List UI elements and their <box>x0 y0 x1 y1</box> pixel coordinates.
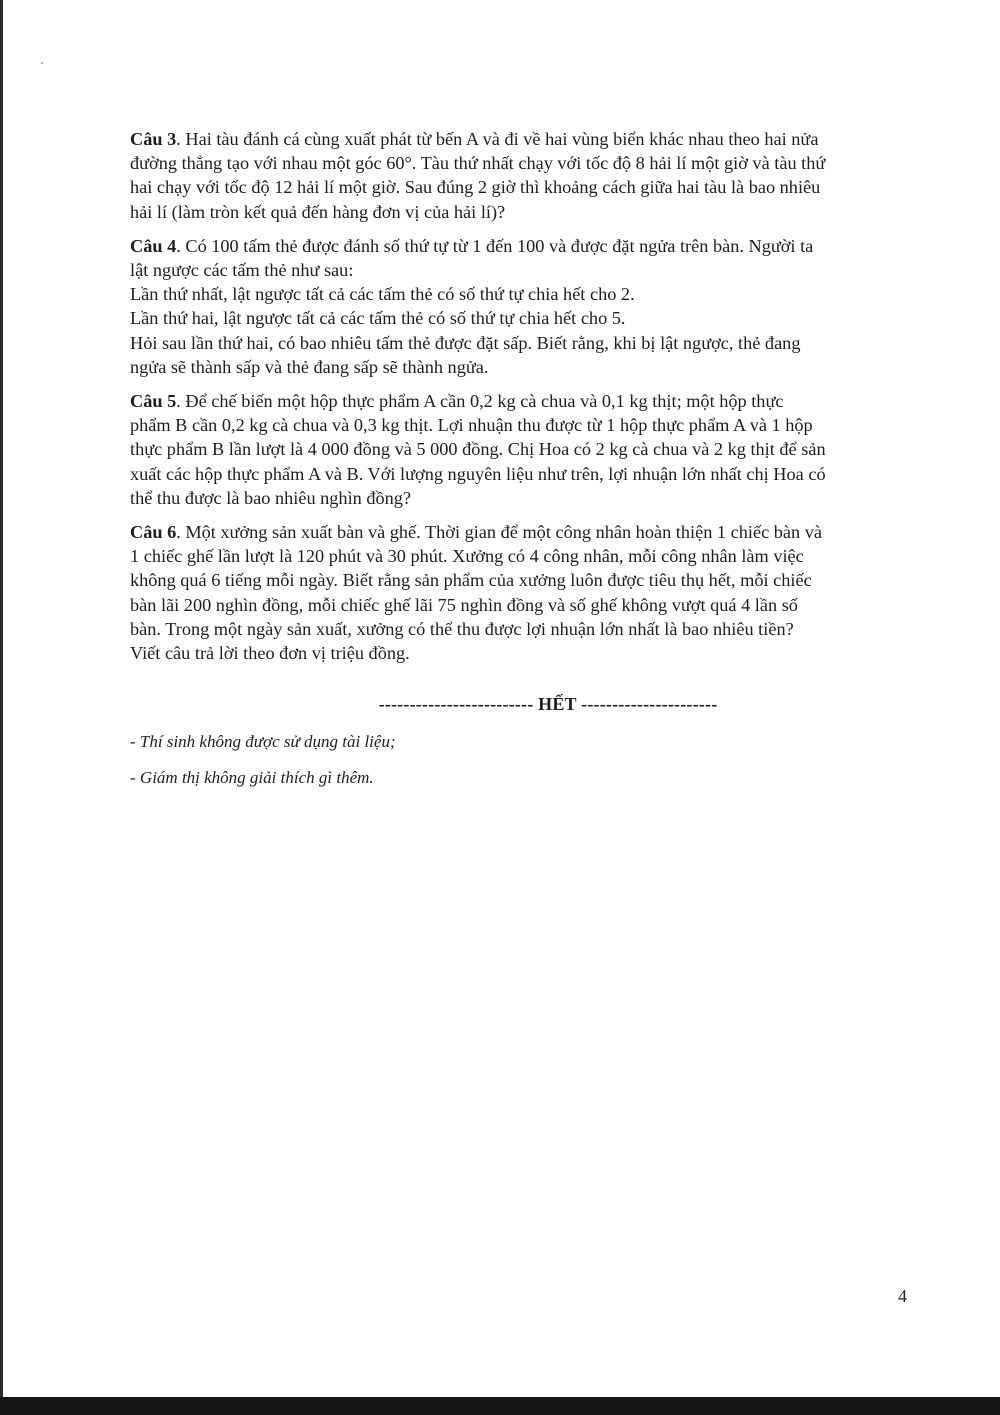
question-body <box>130 389 910 510</box>
question-line: 1 chiếc ghế lần lượt là 120 phút và 30 phút. Xưởng có 4 công nhân, mỗi công nhân làm việc <box>130 546 804 567</box>
question-4 <box>130 234 910 379</box>
question-line: lật ngược các tấm thẻ như sau: <box>130 260 354 281</box>
question-body <box>130 127 910 224</box>
question-line: hải lí (làm tròn kết quả đến hàng đơn vị của hải lí)? <box>130 201 506 222</box>
page-number: 4 <box>898 1286 907 1306</box>
question-label: Câu 3 <box>130 129 177 149</box>
questions-section <box>130 127 910 675</box>
question-line: Viết câu trả lời theo đơn vị triệu đồng. <box>130 643 410 664</box>
question-label: Câu 6 <box>130 522 177 543</box>
question-line: thực phẩm B lần lượt là 4 000 đồng và 5 000 đồng. Chị Hoa có 2 kg cà chua và 2 kg thịt để sản <box>130 439 826 460</box>
question-line: bàn. Trong một ngày sản xuất, xưởng có thể thu được lợi nhuận lớn nhất là bao nhiêu tiền? <box>130 618 794 639</box>
question-line <box>130 127 910 151</box>
end-marker <box>0 694 1000 715</box>
question-text: . Để chế biến một hộp thực phẩm A cần 0,2 kg cà chua và 0,1 kg thịt; một hộp thực <box>176 391 784 412</box>
question-text: . Hai tàu đánh cá cùng xuất phát từ bến A và đi về hai vùng biển khác nhau theo hai nửa <box>176 129 819 149</box>
question-line: xuất các hộp thực phẩm A và B. Với lượng nguyên liệu như trên, lợi nhuận lớn nhất chị Hoa có <box>130 463 826 484</box>
question-label: Câu 4 <box>130 235 177 256</box>
question-line: bàn lãi 200 nghìn đồng, mỗi chiếc ghế lãi 75 nghìn đồng và số ghế không vượt quá 4 lần số <box>130 594 798 615</box>
question-line: không quá 6 tiếng mỗi ngày. Biết rằng sản phẩm của xưởng luôn được tiêu thụ hết, mỗi chiếc <box>130 570 812 591</box>
note-no-explanation: - Giám thị không giải thích gì thêm. <box>130 768 374 787</box>
question-line: đường thẳng tạo với nhau một góc 60°. Tàu thứ nhất chạy với tốc độ 8 hải lí một giờ và tàu thứ <box>130 153 826 174</box>
question-line: ngửa sẽ thành sấp và thẻ đang sấp sẽ thành ngửa. <box>130 356 489 377</box>
end-marker-text: ------------------------- HẾT ---------------------- <box>378 694 718 714</box>
scan-speck <box>41 62 43 64</box>
question-line: thể thu được là bao nhiêu nghìn đồng? <box>130 487 412 508</box>
question-line: Lần thứ nhất, lật ngược tất cả các tấm thẻ có số thứ tự chia hết cho 2. <box>130 284 635 305</box>
scan-bottom-border <box>0 1397 1000 1415</box>
question-line <box>130 389 910 413</box>
question-line <box>130 234 910 258</box>
question-line: hai chạy với tốc độ 12 hải lí một giờ. Sau đúng 2 giờ thì khoảng cách giữa hai tàu là bao nhiêu <box>130 177 821 198</box>
question-body <box>130 234 910 379</box>
question-text: . Một xưởng sản xuất bàn và ghế. Thời gian để một công nhân hoàn thiện 1 chiếc bàn và <box>176 522 822 543</box>
question-5 <box>130 389 910 510</box>
exam-notes <box>130 731 396 803</box>
question-6 <box>130 520 910 665</box>
question-body <box>130 520 910 665</box>
question-label: Câu 5 <box>130 391 177 412</box>
question-text: . Có 100 tấm thẻ được đánh số thứ tự từ 1 đến 100 và được đặt ngửa trên bàn. Người ta <box>176 235 814 256</box>
question-line: phẩm B cần 0,2 kg cà chua và 0,3 kg thịt. Lợi nhuận thu được từ 1 hộp thực phẩm A và 1 hộp <box>130 415 813 436</box>
question-line <box>130 520 910 544</box>
note-no-materials: - Thí sinh không được sử dụng tài liệu; <box>130 732 396 751</box>
question-line: Lần thứ hai, lật ngược tất cả các tấm thẻ có số thứ tự chia hết cho 5. <box>130 308 626 329</box>
question-line: Hỏi sau lần thứ hai, có bao nhiêu tấm thẻ được đặt sấp. Biết rằng, khi bị lật ngược, thẻ đang <box>130 332 801 353</box>
question-3 <box>130 127 910 224</box>
